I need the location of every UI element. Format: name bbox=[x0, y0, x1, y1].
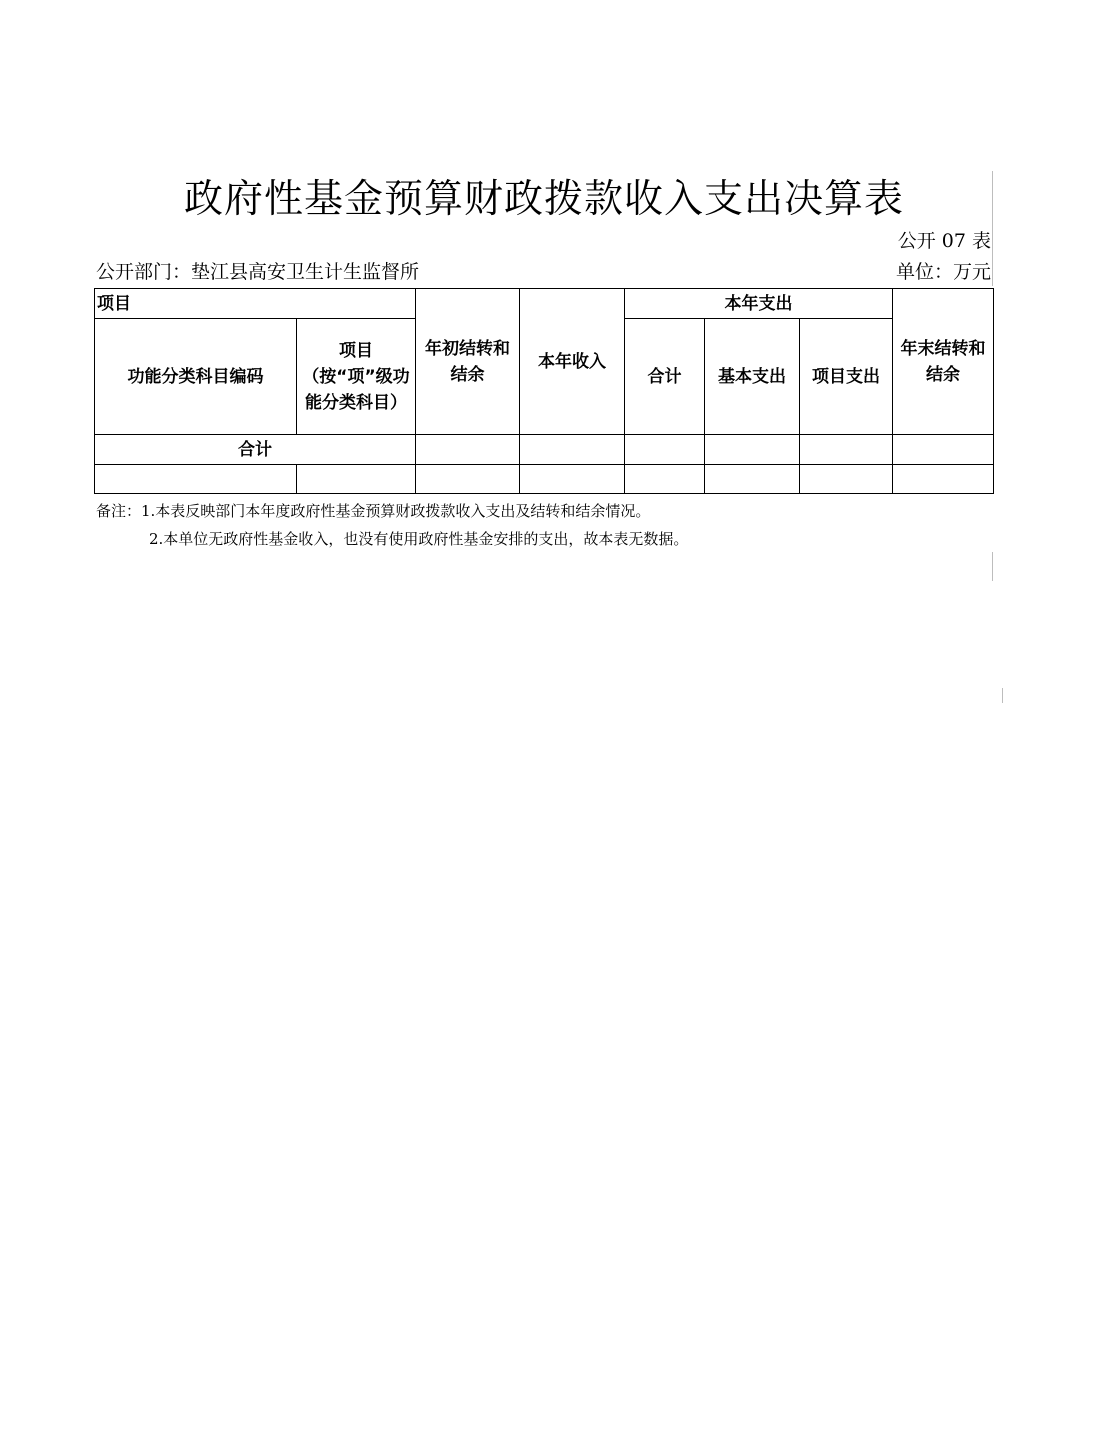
header-annual-income: 本年收入 bbox=[520, 289, 625, 435]
page-edge-line bbox=[1002, 688, 1003, 703]
row-project-expenditure bbox=[800, 465, 893, 494]
total-basic-expenditure bbox=[705, 435, 800, 465]
header-opening-balance: 年初结转和结余 bbox=[416, 289, 520, 435]
unit-label: 单位：万元 bbox=[895, 261, 991, 283]
notes bbox=[96, 497, 688, 553]
row-function-code bbox=[95, 465, 297, 494]
header-closing-balance: 年末结转和结余 bbox=[893, 289, 994, 435]
total-row bbox=[95, 435, 994, 465]
total-project-expenditure bbox=[800, 435, 893, 465]
table-row bbox=[95, 465, 994, 494]
row-basic-expenditure bbox=[705, 465, 800, 494]
header-function-code: 功能分类科目编码 bbox=[95, 319, 297, 435]
header-item-by-class: 项目（按“项”级功能分类科目） bbox=[297, 319, 416, 435]
department-label: 公开部门：垫江县高安卫生计生监督所 bbox=[96, 261, 420, 283]
total-row-label: 合计 bbox=[95, 435, 416, 465]
row-closing-balance bbox=[893, 465, 994, 494]
header-expenditure-total: 合计 bbox=[625, 319, 705, 435]
header-project-expenditure: 项目支出 bbox=[800, 319, 893, 435]
row-opening-balance bbox=[416, 465, 520, 494]
row-annual-income bbox=[520, 465, 625, 494]
total-opening-balance bbox=[416, 435, 520, 465]
form-number: 公开 07 表 bbox=[897, 230, 991, 252]
budget-table bbox=[94, 288, 994, 494]
page-edge-line bbox=[992, 552, 993, 581]
row-item-name bbox=[297, 465, 416, 494]
page-edge-line bbox=[992, 171, 993, 286]
total-annual-income bbox=[520, 435, 625, 465]
note-line-1: 备注：1.本表反映部门本年度政府性基金预算财政拨款收入支出及结转和结余情况。 bbox=[96, 502, 651, 520]
row-expenditure-total bbox=[625, 465, 705, 494]
total-expenditure-total bbox=[625, 435, 705, 465]
note-line-2: 2.本单位无政府性基金收入，也没有使用政府性基金安排的支出，故本表无数据。 bbox=[149, 530, 689, 548]
header-basic-expenditure: 基本支出 bbox=[705, 319, 800, 435]
total-closing-balance bbox=[893, 435, 994, 465]
header-annual-expenditure: 本年支出 bbox=[625, 289, 893, 319]
page-title: 政府性基金预算财政拨款收入支出决算表 bbox=[183, 177, 904, 222]
header-item: 项目 bbox=[95, 289, 416, 319]
